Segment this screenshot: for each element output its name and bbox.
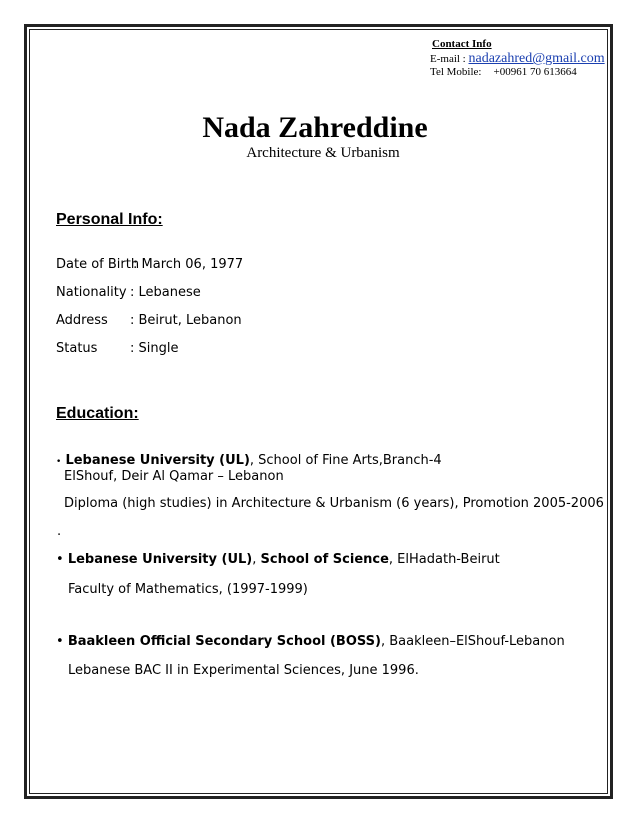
cv-subtitle — [0, 145, 638, 162]
address-value: : Beirut, Lebanon — [130, 313, 242, 328]
separator-dot: . — [57, 524, 62, 539]
email-label: E-mail : — [430, 53, 469, 65]
cv-name-text: Nada Zahreddine — [202, 111, 428, 144]
bullet: • — [56, 457, 62, 467]
dob-value: : March 06, 1977 — [133, 257, 244, 272]
tel-label: Tel Mobile: — [430, 66, 482, 78]
school-details: , School of Fine Arts,Branch-4 — [249, 453, 442, 468]
status-value: : Single — [130, 341, 179, 356]
education-entry-3 — [56, 634, 565, 649]
education-heading: Education: — [56, 405, 139, 422]
dob-label: Date of Birth — [56, 257, 140, 272]
education-entry-1 — [56, 453, 442, 468]
school-location: , Baakleen–ElShouf-Lebanon — [380, 634, 565, 649]
education-entry-2 — [56, 552, 500, 567]
school-name: Lebanese University (UL) — [67, 552, 253, 567]
email-link[interactable]: nadazahred@gmail.com — [468, 51, 605, 66]
education-entry-2-detail: Faculty of Mathematics, (1997-1999) — [68, 582, 308, 597]
contact-title: Contact Info — [432, 38, 492, 50]
status-label: Status — [56, 341, 98, 356]
education-entry-1-degree: Diploma (high studies) in Architecture & Urbanism (6 years), Promotion 2005-2006 — [64, 496, 604, 511]
nationality-label: Nationality — [56, 285, 127, 300]
address-label: Address — [56, 313, 108, 328]
faculty-name: School of Science — [260, 552, 389, 567]
contact-tel-line — [430, 66, 577, 78]
education-entry-3-detail: Lebanese BAC II in Experimental Sciences, June 1996. — [68, 663, 419, 678]
school-name: Baakleen Official Secondary School (BOSS) — [67, 634, 381, 649]
education-entry-1-location: ElShouf, Deir Al Qamar – Lebanon — [64, 469, 284, 484]
separator: , — [252, 552, 261, 567]
school-name: Lebanese University (UL) — [65, 453, 250, 468]
bullet: • — [56, 634, 64, 649]
tel-value: +00961 70 613664 — [493, 66, 577, 78]
personal-info-heading: Personal Info: — [56, 211, 163, 228]
cv-subtitle-text: Architecture & Urbanism — [246, 145, 400, 161]
cv-name — [0, 111, 638, 145]
bullet: • — [56, 552, 64, 567]
nationality-value: : Lebanese — [130, 285, 201, 300]
school-location: , ElHadath-Beirut — [388, 552, 500, 567]
contact-email-line — [430, 51, 605, 67]
